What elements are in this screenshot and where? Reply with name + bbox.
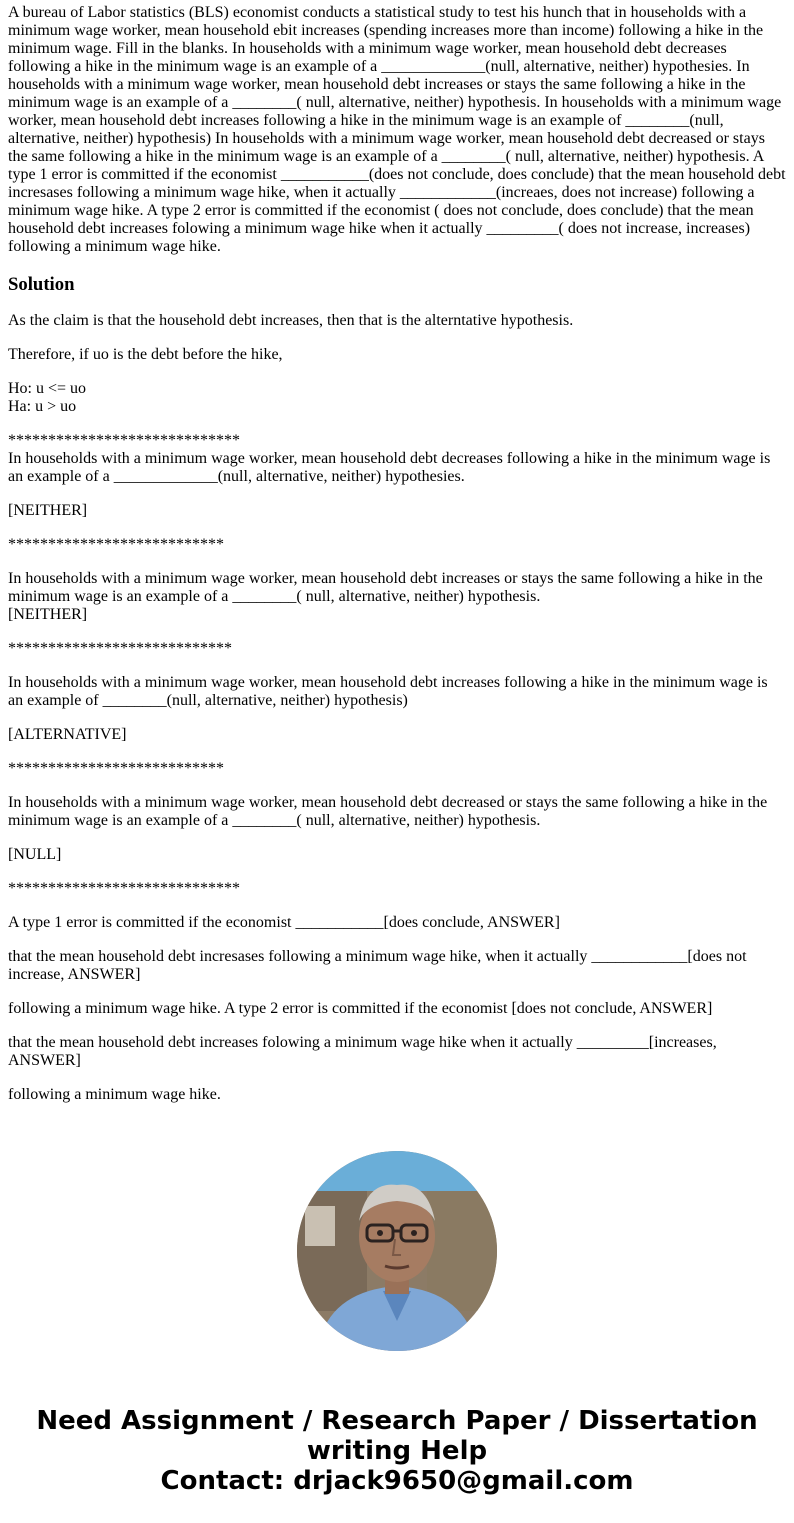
type1-error-cont: that the mean household debt incresases following a minimum wage hike, when it actually ____________[does not increase, ANSWER] (8, 948, 747, 983)
type2-error-cont: that the mean household debt increases folowing a minimum wage hike when it actually _________[increases, ANSWER] (8, 1034, 717, 1069)
q2-text: In households with a minimum wage worker, mean household debt increases or stays the same following a hike in the minimum wage is an example of a ________( null, alternative, neither) hypothesis. (8, 570, 763, 605)
promo-contact: Contact: drjack9650@gmail.com (160, 1466, 634, 1496)
separator: ***************************** (8, 432, 240, 449)
avatar (297, 1151, 497, 1351)
separator: ***************************** (8, 880, 240, 897)
promo-line-1: Need Assignment / Research Paper / Dissertation writing Help (36, 1406, 758, 1466)
hypotheses-block (8, 380, 786, 416)
answer-2: [NEITHER] (8, 606, 88, 623)
q2-block (8, 570, 786, 624)
solution-heading: Solution (8, 274, 75, 295)
type1-error-text: A type 1 error is committed if the economist ___________[does conclude, ANSWER] (8, 914, 560, 931)
separator: *************************** (8, 536, 224, 553)
q1-block (8, 432, 786, 486)
type2-error-text: following a minimum wage hike. A type 2 error is committed if the economist [does not conclude, ANSWER] (8, 1000, 713, 1017)
alternative-hypothesis: Ha: u > uo (8, 398, 77, 415)
q4-text: In households with a minimum wage worker, mean household debt decreased or stays the same following a hike in the minimum wage is an example of a ________( null, alternative, neither) hypothesis. (8, 794, 768, 829)
separator: **************************** (8, 640, 232, 657)
null-hypothesis: Ho: u <= uo (8, 380, 87, 397)
avatar-portrait-icon (297, 1151, 497, 1351)
q1-text: In households with a minimum wage worker, mean household debt decreases following a hike in the minimum wage is an example of a _____________(null, alternative, neither) hypothesies. (8, 450, 771, 485)
promo-banner (8, 1406, 786, 1496)
answer-4: [NULL] (8, 846, 62, 863)
answer-1: [NEITHER] (8, 502, 88, 519)
separator: *************************** (8, 760, 224, 777)
avatar-container (8, 1151, 786, 1356)
answer-3: [ALTERNATIVE] (8, 726, 127, 743)
q3-text: In households with a minimum wage worker, mean household debt increases following a hike in the minimum wage is an example of ________(null, alternative, neither) hypothesis) (8, 674, 768, 709)
solution-therefore: Therefore, if uo is the debt before the hike, (8, 346, 283, 363)
closing-text: following a minimum wage hike. (8, 1086, 221, 1103)
solution-intro: As the claim is that the household debt increases, then that is the alterntative hypothesis. (8, 312, 574, 329)
question-text: A bureau of Labor statistics (BLS) economist conducts a statistical study to test his hunch that in households with a minimum wage worker, mean household ebit increases (spending increases more than income) following a hike in the minimum wage. Fill in the blanks. In households with a minimum wage worker, mean household debt decreases following a hike in the minimum wage is an example of a _____________(null, alternative, neither) hypothesies. In households with a minimum wage worker, mean household debt increases or stays the same following a hike in the minimum wage is an example of a ________( null, alternative, neither) hypothesis. In households with a minimum wage worker, mean household debt increases following a hike in the minimum wage is an example of ________(null, alternative, neither) hypothesis) In households with a minimum wage worker, mean household debt decreased or stays the same following a hike in the minimum wage is an example of a ________( null, alternative, neither) hypothesis. A type 1 error is committed if the economist ___________(does not conclude, does conclude) that the mean household debt incresases following a minimum wage hike, when it actually ____________(increaes, does not increase) following a minimum wage hike. A type 2 error is committed if the economist ( does not conclude, does conclude) that the mean household debt increases folowing a minimum wage hike when it actually _________( does not increase, increases) following a minimum wage hike. (8, 4, 786, 255)
